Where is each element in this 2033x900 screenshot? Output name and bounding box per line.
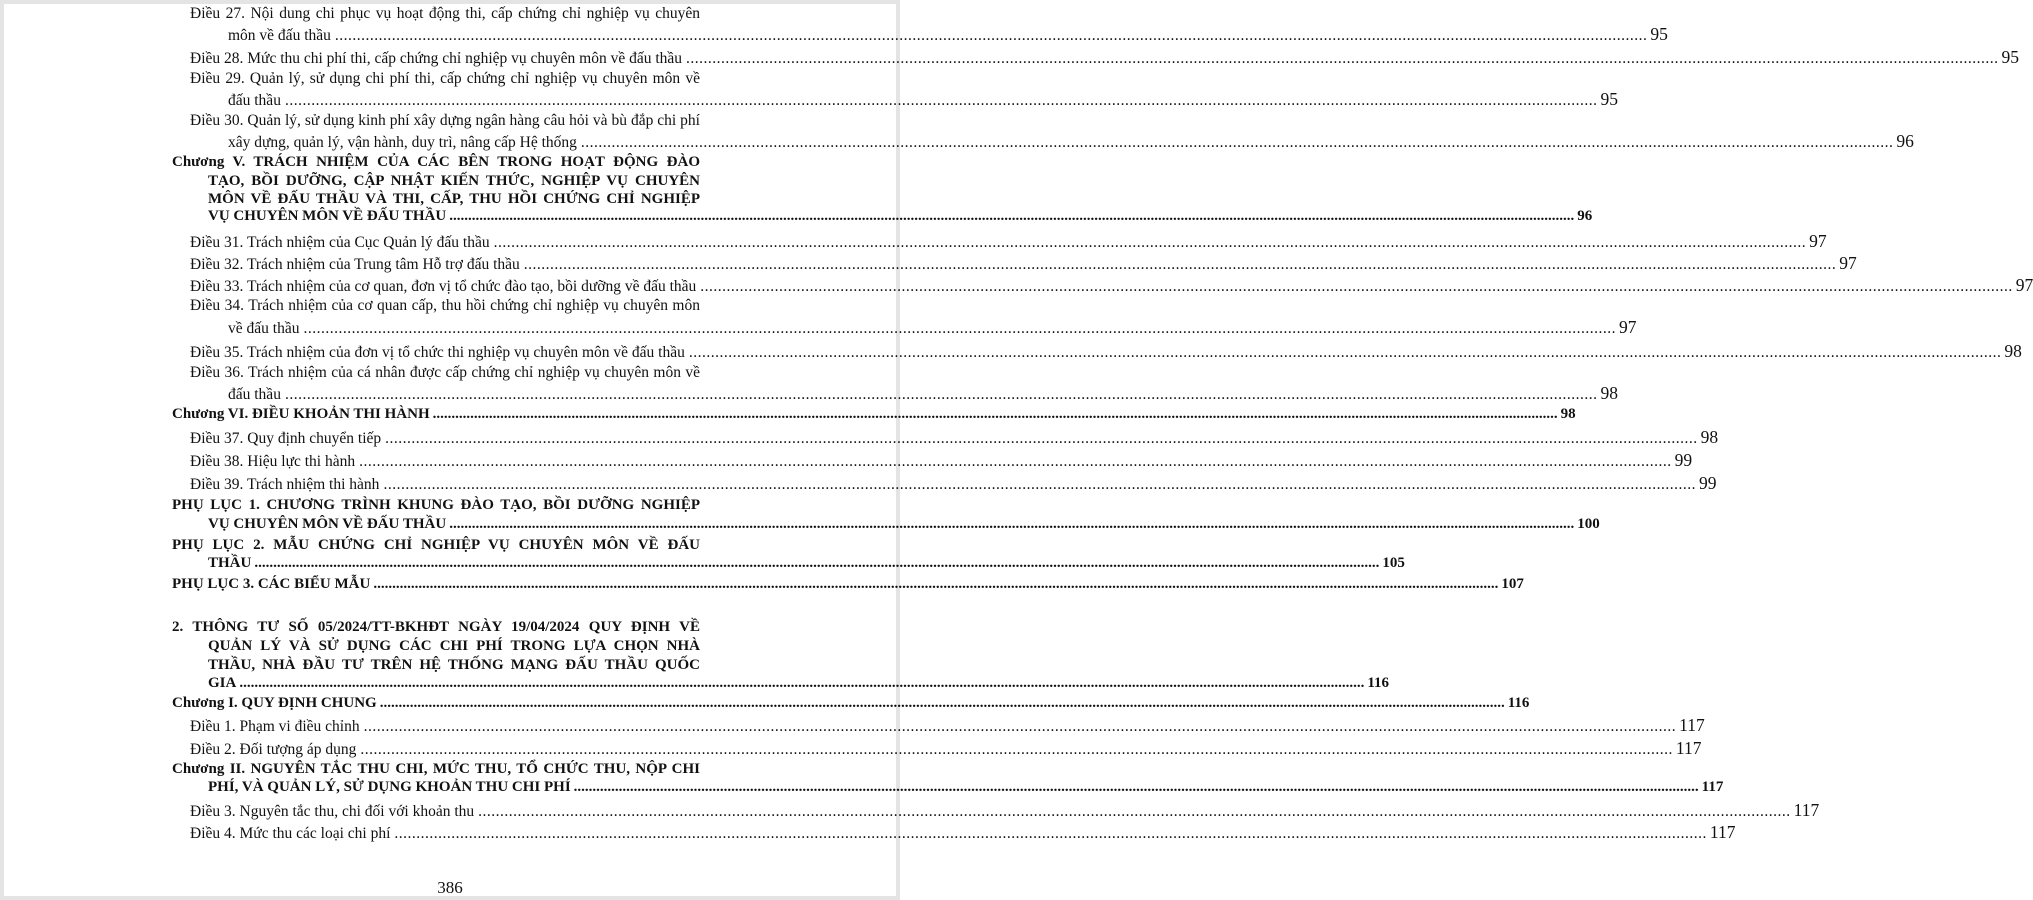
toc-entry-title: đấu thầu <box>228 92 281 109</box>
dot-leader: ............................................................................................................................................................................................................................................................................................................ <box>478 803 1791 820</box>
toc-entry-title: PHỤ LỤC 1. CHƯƠNG TRÌNH KHUNG ĐÀO TẠO, BỒI DƯỠNG NGHIỆP <box>172 497 700 513</box>
toc-entry-title: THẦU <box>208 555 252 571</box>
toc-entry[interactable] <box>190 275 2033 295</box>
toc-entry-line <box>190 111 700 131</box>
toc-entry[interactable] <box>190 427 1719 447</box>
dot-leader: ............................................................................................................................................................................................................................................................................................................ <box>239 675 1365 691</box>
toc-entry-title: Điều 38. Hiệu lực thi hành <box>190 453 356 470</box>
toc-entry-line <box>172 759 700 779</box>
dot-leader: ............................................................................................................................................................................................................................................................................................................ <box>284 386 1598 403</box>
toc-page-number: 117 <box>1793 800 1820 820</box>
dot-leader: ............................................................................................................................................................................................................................................................................................................ <box>284 92 1598 109</box>
toc-entry-title: đấu thầu <box>228 386 281 403</box>
toc-entry-title: PHÍ, VÀ QUẢN LÝ, SỬ DỤNG KHOẢN THU CHI PHÍ <box>208 779 571 795</box>
toc-entry[interactable] <box>172 404 1576 424</box>
dot-leader: ............................................................................................................................................................................................................................................................................................................ <box>432 406 1558 422</box>
toc-entry-line <box>190 363 700 383</box>
dot-leader: ............................................................................................................................................................................................................................................................................................................ <box>523 256 1837 273</box>
toc-page-number: 117 <box>1679 715 1705 735</box>
dot-leader: ............................................................................................................................................................................................................................................................................................................ <box>359 453 1672 470</box>
toc-entry-title: VỤ CHUYÊN MÔN VỀ ĐẤU THẦU <box>208 516 447 532</box>
toc-entry-title: TẠO, BỒI DƯỠNG, CẬP NHẬT KIẾN THỨC, NGHIỆP VỤ CHUYÊN <box>208 173 700 189</box>
toc-entry-title: về đấu thầu <box>228 320 300 337</box>
toc-entry[interactable] <box>190 253 1857 273</box>
toc-entry-line <box>208 636 700 656</box>
toc-entry-title: Điều 39. Trách nhiệm thi hành <box>190 476 380 493</box>
toc-entry-title: Chương I. QUY ĐỊNH CHUNG <box>172 695 377 711</box>
toc-entry[interactable] <box>190 800 1820 820</box>
dot-leader: ............................................................................................................................................................................................................................................................................................................ <box>700 278 2013 295</box>
toc-entry[interactable] <box>228 383 1618 403</box>
toc-entry-title: VỤ CHUYÊN MÔN VỀ ĐẤU THẦU <box>208 208 447 224</box>
toc-entry[interactable] <box>228 24 1668 44</box>
toc-page-number: 117 <box>1675 738 1702 758</box>
toc-page-number: 105 <box>1382 555 1405 571</box>
toc-entry-title: Điều 35. Trách nhiệm của đơn vị tổ chức thi nghiệp vụ chuyên môn về đấu thầu <box>190 344 685 361</box>
toc-entry-line <box>208 171 700 191</box>
toc-entry-title: Điều 4. Mức thu các loại chi phí <box>190 825 391 842</box>
toc-entry-line <box>190 4 700 24</box>
toc-page-number: 116 <box>1367 675 1390 691</box>
toc-entry-line <box>172 495 700 515</box>
toc-page-number: 99 <box>1698 473 1717 493</box>
toc-page-number: 117 <box>1709 822 1736 842</box>
dot-leader: ............................................................................................................................................................................................................................................................................................................ <box>360 741 1673 758</box>
toc-page-number: 96 <box>1577 208 1593 224</box>
toc-page-number: 99 <box>1674 450 1693 470</box>
dot-leader: ............................................................................................................................................................................................................................................................................................................ <box>394 825 1707 842</box>
toc-entry-title: MÔN VỀ ĐẤU THẦU VÀ THI, CẤP, THU HỒI CHỨNG CHỈ NGHIỆP <box>208 191 700 207</box>
toc-entry[interactable] <box>190 715 1705 735</box>
toc-page-number: 97 <box>1809 231 1827 251</box>
toc-page-number: 98 <box>1560 406 1576 422</box>
dot-leader: ............................................................................................................................................................................................................................................................................................................ <box>363 718 1677 735</box>
toc-entry-title: Điều 31. Trách nhiệm của Cục Quản lý đấu thầu <box>190 234 490 251</box>
toc-entry-title: Điều 27. Nội dung chi phục vụ hoạt động thi, cấp chứng chỉ nghiệp vụ chuyên <box>190 5 700 22</box>
toc-entry[interactable] <box>190 47 2020 67</box>
toc-entry-line <box>208 655 700 675</box>
toc-entry-title: QUẢN LÝ VÀ SỬ DỤNG CÁC CHI PHÍ TRONG LỰA CHỌN NHÀ <box>208 638 700 654</box>
toc-entry-line <box>190 296 700 316</box>
toc-entry-line <box>172 152 700 172</box>
toc-entry[interactable] <box>172 574 1524 594</box>
dot-leader: ............................................................................................................................................................................................................................................................................................................ <box>688 344 2002 361</box>
toc-entry[interactable] <box>172 693 1530 713</box>
toc-entry-title: Điều 33. Trách nhiệm của cơ quan, đơn vị tổ chức đào tạo, bồi dưỡng về đấu thầu <box>190 278 697 295</box>
toc-entry-title: Điều 34. Trách nhiệm của cơ quan cấp, thu hồi chứng chỉ nghiệp vụ chuyên môn <box>190 297 700 314</box>
page-number: 386 <box>437 878 463 897</box>
toc-entry[interactable] <box>208 553 1405 573</box>
toc-page-number: 98 <box>1600 383 1618 403</box>
toc-entry-title: Điều 2. Đối tượng áp dụng <box>190 741 357 758</box>
toc-page-number: 117 <box>1701 779 1724 795</box>
toc-page-number: 95 <box>2001 47 2020 67</box>
dot-leader: ............................................................................................................................................................................................................................................................................................................ <box>303 320 1616 337</box>
toc-page-number: 100 <box>1577 516 1600 532</box>
toc-entry[interactable] <box>208 777 1724 797</box>
toc-entry-title: Điều 28. Mức thu chi phí thi, cấp chứng chỉ nghiệp vụ chuyên môn về đấu thầu <box>190 50 683 67</box>
dot-leader: ............................................................................................................................................................................................................................................................................................................ <box>449 516 1575 532</box>
toc-entry[interactable] <box>190 822 1736 842</box>
toc-entry-title: PHỤ LỤC 2. MẪU CHỨNG CHỈ NGHIỆP VỤ CHUYÊN MÔN VỀ ĐẤU <box>172 537 700 553</box>
toc-entry-title: Điều 36. Trách nhiệm của cá nhân được cấp chứng chỉ nghiệp vụ chuyên môn về <box>190 364 700 381</box>
toc-entry-title: xây dựng, quản lý, vận hành, duy trì, nâng cấp Hệ thống <box>228 134 577 151</box>
dot-leader: ............................................................................................................................................................................................................................................................................................................ <box>686 50 1999 67</box>
dot-leader: ............................................................................................................................................................................................................................................................................................................ <box>385 430 1698 447</box>
toc-entry[interactable] <box>190 738 1702 758</box>
toc-entry-title: Chương II. NGUYÊN TẮC THU CHI, MỨC THU, TỔ CHỨC THU, NỘP CHI <box>172 761 700 777</box>
toc-page-number: 98 <box>1700 427 1719 447</box>
dot-leader: ............................................................................................................................................................................................................................................................................................................ <box>373 576 1499 592</box>
toc-entry-line <box>172 535 700 555</box>
toc-entry-title: Điều 30. Quản lý, sử dụng kinh phí xây dựng ngân hàng câu hỏi và bù đắp chi phí <box>190 112 700 129</box>
toc-entry-title: Điều 37. Quy định chuyển tiếp <box>190 430 382 447</box>
toc-entry-line <box>190 69 700 89</box>
toc-entry-title: PHỤ LỤC 3. CÁC BIỂU MẪU <box>172 576 371 592</box>
toc-entry[interactable] <box>208 514 1600 534</box>
toc-page-number: 97 <box>1839 253 1857 273</box>
dot-leader: ............................................................................................................................................................................................................................................................................................................ <box>573 779 1699 795</box>
toc-page-number: 107 <box>1501 576 1524 592</box>
dot-leader: ............................................................................................................................................................................................................................................................................................................ <box>383 476 1696 493</box>
dot-leader: ............................................................................................................................................................................................................................................................................................................ <box>580 134 1894 151</box>
toc-page-number: 98 <box>2004 341 2022 361</box>
toc-entry-title: Điều 29. Quản lý, sử dụng chi phí thi, cấp chứng chỉ nghiệp vụ chuyên môn về <box>190 70 700 87</box>
toc-page-number: 116 <box>1507 695 1530 711</box>
toc-entry[interactable] <box>228 89 1618 109</box>
dot-leader: ............................................................................................................................................................................................................................................................................................................ <box>254 555 1380 571</box>
toc-entry[interactable] <box>190 473 1717 493</box>
toc-entry-line <box>172 617 700 637</box>
toc-entry[interactable] <box>228 131 1914 151</box>
toc-entry[interactable] <box>208 206 1593 226</box>
toc-entry[interactable] <box>190 450 1693 470</box>
toc-entry-title: môn về đấu thầu <box>228 27 331 44</box>
toc-entry-title: Điều 3. Nguyên tắc thu, chi đối với khoản thu <box>190 803 475 820</box>
toc-entry[interactable] <box>190 231 1827 251</box>
dot-leader: ............................................................................................................................................................................................................................................................................................................ <box>449 208 1575 224</box>
dot-leader: ............................................................................................................................................................................................................................................................................................................ <box>334 27 1648 44</box>
toc-entry-title: 2. THÔNG TƯ SỐ 05/2024/TT-BKHĐT NGÀY 19/04/2024 QUY ĐỊNH VỀ <box>172 619 700 635</box>
dot-leader: ............................................................................................................................................................................................................................................................................................................ <box>493 234 1807 251</box>
toc-entry-title: Chương V. TRÁCH NHIỆM CỦA CÁC BÊN TRONG HOẠT ĐỘNG ĐÀO <box>172 154 700 170</box>
toc-entry-title: Điều 32. Trách nhiệm của Trung tâm Hỗ trợ đấu thầu <box>190 256 520 273</box>
toc-entry[interactable] <box>190 341 2022 361</box>
toc-entry[interactable] <box>228 317 1637 337</box>
toc-page-number: 95 <box>1650 24 1668 44</box>
toc-page-number: 95 <box>1600 89 1618 109</box>
toc-page-number: 96 <box>1896 131 1914 151</box>
dot-leader: ............................................................................................................................................................................................................................................................................................................ <box>379 695 1505 711</box>
toc-entry-title: GIA <box>208 675 237 691</box>
toc-entry-title: THẦU, NHÀ ĐẦU TƯ TRÊN HỆ THỐNG MẠNG ĐẤU THẦU QUỐC <box>208 657 700 673</box>
toc-entry-title: Chương VI. ĐIỀU KHOẢN THI HÀNH <box>172 406 430 422</box>
toc-page-number: 97 <box>1618 317 1637 337</box>
toc-page-number: 97 <box>2015 275 2033 295</box>
toc-entry[interactable] <box>208 673 1390 693</box>
toc-entry-title: Điều 1. Phạm vi điều chỉnh <box>190 718 360 735</box>
